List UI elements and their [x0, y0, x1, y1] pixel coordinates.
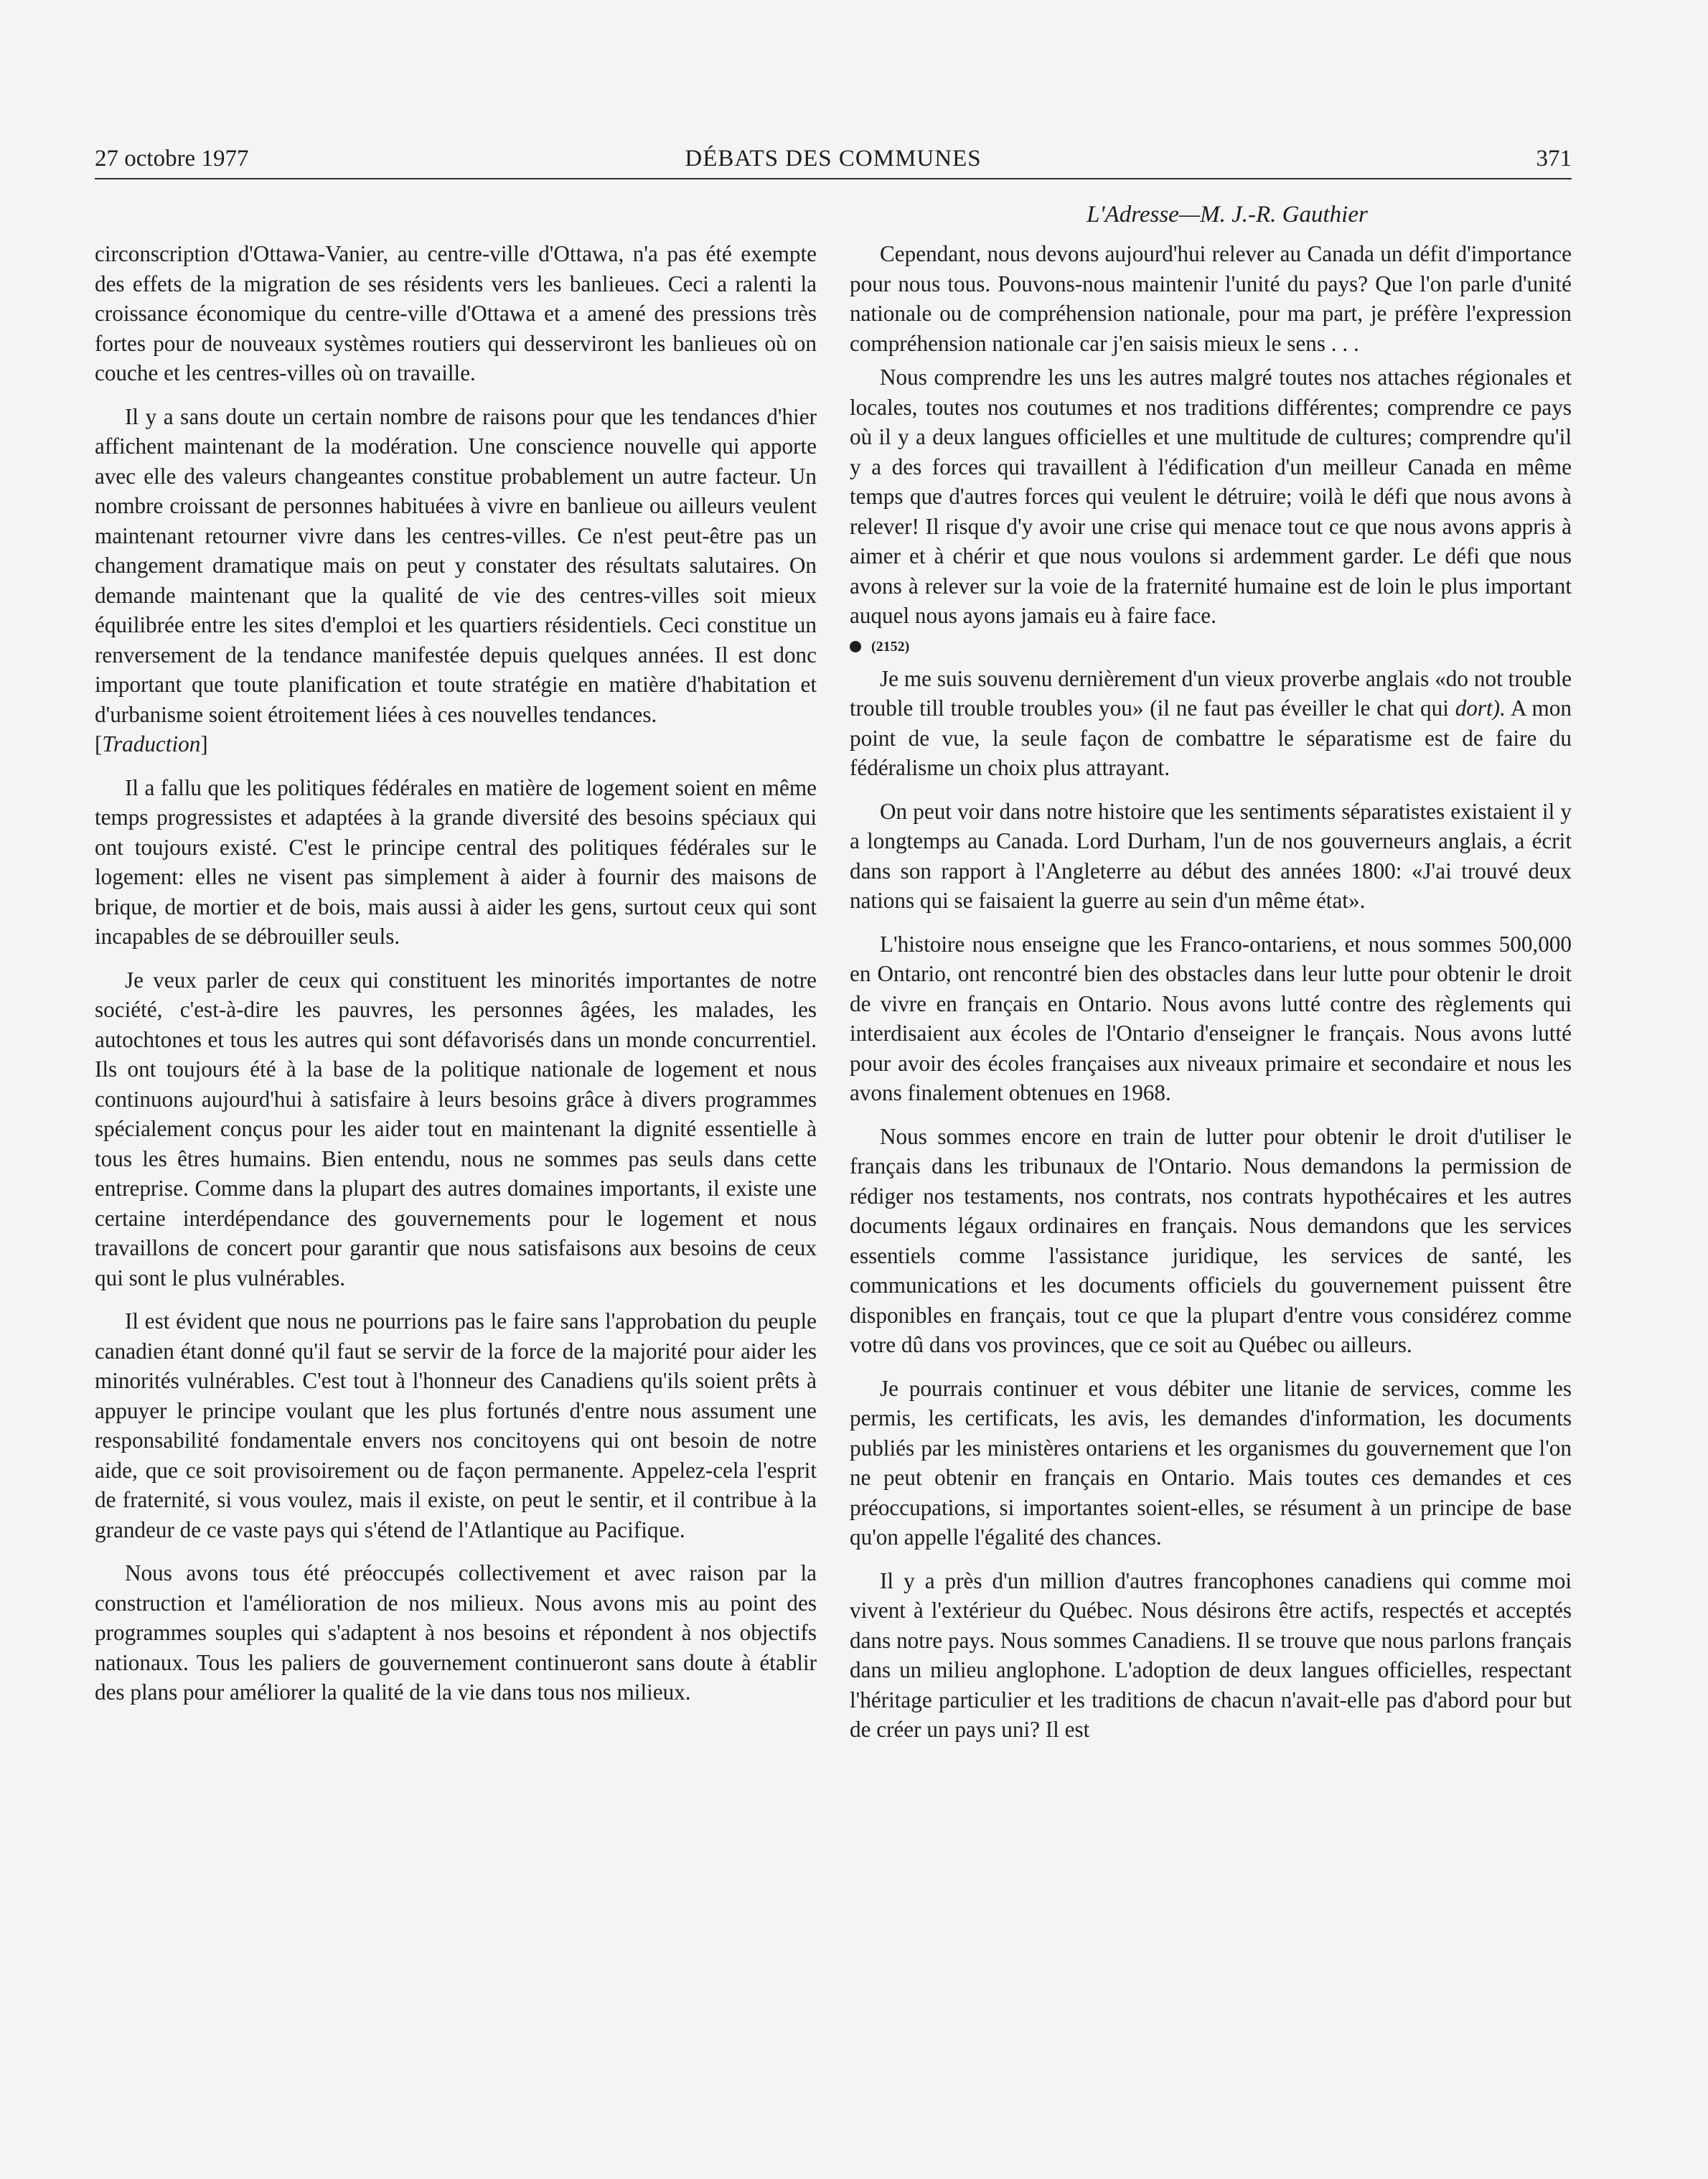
- right-paragraph-4: On peut voir dans notre histoire que les sentiments séparatistes existaient il y a longtemps au Canada. Lord Durham, l'un de nos gouverneurs anglais, a écrit dans son rapport à l'Angleterre au début des années 1800: «J'ai trouvé deux nations qui se faisaient la guerre au sein d'un même état».: [850, 798, 1572, 913]
- time-marker: [850, 634, 1572, 660]
- left-paragraph-4: Je veux parler de ceux qui constituent les minorités importantes de notre société, c'est-à-dire les pauvres, les personnes âgées, les malades, les autochtones et tous les autres qui sont défavorisés dans un monde concurrentiel. Ils ont toujours été à la base de la politique nationale de logement et nous continuons aujourd'hui à satisfaire à leurs besoins grâce à divers programmes spécialement conçus pour les aider tout en maintenant la dignité essentielle à tous les êtres humains. Bien entendu, nous ne sommes pas seuls dans cette entreprise. Comme dans la plupart des autres domaines importants, il existe une certaine interdépendance des gouvernements pour le logement et nous travaillons de concert pour garantir que nous satisfaisons aux besoins de ceux qui sont le plus vulnérables.: [95, 967, 817, 1290]
- right-column: [850, 239, 1572, 1758]
- left-paragraph-3: Il a fallu que les politiques fédérales en matière de logement soient en même temps progressistes et adaptées à la grande diversité des besoins spéciaux qui ont toujours existé. C'est le principe central des politiques fédérales sur le logement: elles ne visent pas simplement à aider à fournir des maisons de brique, de mortier et de bois, mais aussi à aider les gens, surtout ceux qui sont incapables de se débrouiller seuls.: [95, 774, 817, 949]
- left-paragraph-2: Il y a sans doute un certain nombre de raisons pour que les tendances d'hier affichent maintenant de la modération. Une conscience nouvelle qui apporte avec elle des valeurs changeantes constitue probablement un autre facteur. Un nombre croissant de personnes habituées à vivre en banlieue ou ailleurs veulent maintenant retourner vivre dans les centres-villes. Ce n'est peut-être pas un changement dramatique mais on peut y constater des résultats salutaires. On demande maintenant que la qualité de vie des centres-villes soit mieux équilibrée entre les sites d'emploi et les quartiers résidentiels. Ceci constitue un renversement de la tendance manifestée depuis quelques années. Il est donc important que toute planification et toute stratégie en matière d'habitation et d'urbanisme soient étroitement liées à ces nouvelles tendances.: [95, 403, 817, 727]
- header-page-number: 371: [1536, 146, 1572, 172]
- time-marker-text: (2152): [871, 638, 910, 655]
- left-paragraph-5: Il est évident que nous ne pourrions pas le faire sans l'approbation du peuple canadien étant donné qu'il faut se servir de la force de la majorité pour aider les minorités vulnérables. C'est tout à l'honneur des Canadiens qu'ils soient prêts à appuyer le principe voulant que les plus fortunés d'entre nous assument une responsabilité fondamentale envers nos concitoyens qui ont besoin de notre aide, que ce soit provisoirement ou de façon permanente. Appelez-cela l'esprit de fraternité, si vous voulez, mais il existe, on peut le sentir, et il contribue à la grandeur de ce vaste pays qui s'étend de l'Atlantique au Pacifique.: [95, 1308, 817, 1542]
- right-paragraph-6: Nous sommes encore en train de lutter pour obtenir le droit d'utiliser le français dans les tribunaux de l'Ontario. Nous demandons la permission de rédiger nos testaments, nos contrats, nos contrats hypothécaires et les autres documents légaux ordinaires en français. Nous demandons que les services essentiels comme l'assistance juridique, les services de santé, les communications et les documents officiels du gouvernement puissent être disponibles en français, tout ce que la plupart d'entre vous considérez comme votre dû dans vos provinces, que ce soit au Québec ou ailleurs.: [850, 1123, 1572, 1357]
- header-date: 27 octobre 1977: [95, 146, 249, 172]
- left-paragraph-6: Nous avons tous été préoccupés collectivement et avec raison par la construction et l'amélioration de nos milieux. Nous avons mis au point des programmes souples qui s'adaptent à nos besoins et répondent à nos objectifs nationaux. Tous les paliers de gouvernement continueront sans doute à établir des plans pour améliorer la qualité de la vie dans tous nos milieux.: [95, 1560, 817, 1705]
- right-paragraph-8: Il y a près d'un million d'autres francophones canadiens qui comme moi vivent à l'extérieur du Québec. Nous désirons être actifs, respectés et acceptés dans notre pays. Nous sommes Canadiens. Il se trouve que nous parlons français dans un milieu anglophone. L'adoption de deux langues officielles, respectant l'héritage particulier et les traditions de chacun n'avait-elle pas d'abord pour but de créer un pays uni? Il est: [850, 1568, 1572, 1742]
- proverb-continuation: A mon point de vue, la seule façon de combattre le séparatisme est de faire du fédéralisme un choix plus attrayant.: [850, 695, 1572, 780]
- right-paragraph-3: [850, 664, 1572, 783]
- translation-bracket-close: ]: [200, 731, 208, 756]
- section-subheading: L'Adresse—M. J.-R. Gauthier: [1087, 202, 1368, 228]
- proverb-text: Je me suis souvenu dernièrement d'un vieux proverbe anglais «do not trouble trouble till trouble troubles you» (il ne faut pas éveiller le chat qui: [850, 665, 1572, 721]
- left-column: [95, 239, 817, 1721]
- proverb-italic: dort).: [1455, 695, 1506, 721]
- page-header: [95, 144, 1572, 179]
- right-paragraph-2: Nous comprendre les uns les autres malgré toutes nos attaches régionales et locales, toutes nos coutumes et nos traditions différentes; comprendre ce pays où il y a deux langues officielles et une multitude de cultures; comprendre qu'il y a des forces qui travaillent à l'édification d'un meilleur Canada en même temps que d'autres forces qui veulent le détruire; voilà le défi que nous avons à relever! Il risque d'y avoir une crise qui menace tout ce que nous avons appris à aimer et à chérir et que nous voulons si ardemment garder. Le défi que nous avons à relever sur la voie de la fraternité humaine est de loin le plus important auquel nous ayons jamais eu à faire face.: [850, 365, 1572, 628]
- right-paragraph-1: Cependant, nous devons aujourd'hui relever au Canada un défit d'importance pour nous tous. Pouvons-nous maintenir l'unité du pays? Que l'on parle d'unité nationale ou de compréhension nationale, pour ma part, je préfère l'expression compréhension nationale car j'en saisis mieux le sens . . .: [850, 241, 1572, 356]
- left-paragraph-1: circonscription d'Ottawa-Vanier, au centre-ville d'Ottawa, n'a pas été exempte des effets de la migration de ses résidents vers les banlieues. Ceci a ralenti la croissance économique du centre-ville d'Ottawa et a amené des pressions très fortes pour de nouveaux systèmes routiers qui desserviront les banlieues où on couche et les centres-villes où on travaille.: [95, 241, 817, 385]
- right-paragraph-7: Je pourrais continuer et vous débiter une litanie de services, comme les permis, les certificats, les avis, les demandes d'information, les documents publiés par les ministères ontariens et les organismes du gouvernement que l'on ne peut obtenir en français en Ontario. Mais toutes ces demandes et ces préoccupations, si importantes soient-elles, se résument à un principe de base qu'on appelle l'égalité des chances.: [850, 1375, 1572, 1550]
- bullet-icon: [850, 641, 861, 652]
- translation-label-text: Traduction: [102, 731, 201, 756]
- translation-bracket-open: [: [95, 731, 103, 756]
- right-paragraph-5: L'histoire nous enseigne que les Franco-ontariens, et nous sommes 500,000 en Ontario, ont rencontré bien des obstacles dans leur lutte pour obtenir le droit de vivre en français en Ontario. Nous avons lutté contre des règlements qui interdisaient aux écoles de l'Ontario d'enseigner le français. Nous avons lutté pour avoir des écoles françaises aux niveaux primaire et secondaire et nous les avons finalement obtenues en 1968.: [850, 931, 1572, 1105]
- header-title: DÉBATS DES COMMUNES: [685, 146, 982, 172]
- translation-label: [95, 729, 817, 759]
